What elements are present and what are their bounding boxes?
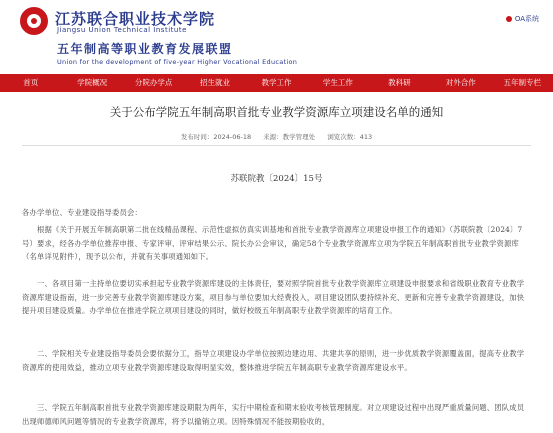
institute-logo[interactable] [20,7,48,35]
institute-name: 江苏联合职业技术学院 [55,10,216,28]
publish-date: 发布时间：2024-06-18 [180,133,252,141]
article-paragraph: 一、各项目第一主持单位要切实承担起专业教学资源库建设的主体责任，要对照学院首批专业教学资源库立项建设申报要求和省级职业教育专业教学资源库建设指南，进一步完善专业教学资源库建设方案，项目参与单位要加大经费投入，项目建设团队要持续补充、更新和完善专业教学资源建设，加快提升项目建设质量。办学单位在推进学院立项项目建设的同时，做好校级五年制高职专业教学资源库的培育工作。 [22,279,525,315]
document-number: 苏联院教〔2024〕15号 [230,174,323,184]
nav-item-overview[interactable]: 学院概况 [77,78,108,87]
divider [22,145,531,146]
nav-item-admissions[interactable]: 招生就业 [200,78,231,87]
site-header [0,0,553,74]
league-name: 五年制高等职业教育发展联盟 [57,42,233,56]
main-nav [0,74,553,92]
article-paragraph: 根据《关于开展五年制高职第二批在线精品课程、示范性虚拟仿真实训基地和首批专业教学资源库立项建设申报工作的通知》（苏联院教〔2024〕7号）要求，经各办学单位推荐申报、专家评审、评审结果公示、院长办公会审议，确定58个专业教学资源库立项为学院五年制高职首批专业教学资源库（名单详见附件），现予以公布，并就有关事项通知如下。 [22,225,523,261]
article-paragraph: 二、学院相关专业建设指导委员会要依据分工，指导立项建设办学单位按照边建边用、共建共享的原则，进一步优质教学资源覆盖面，提高专业教学资源库的使用效益，推动立项专业教学资源库建设取得明显实效，整体推进学院五年制高职专业教学资源库建设水平。 [22,349,525,372]
nav-item-teaching[interactable]: 教学工作 [261,78,292,87]
oa-icon [506,16,512,22]
article-title: 关于公布学院五年制高职首批专业教学资源库立项建设名单的通知 [109,105,444,119]
nav-item-branches[interactable]: 分院办学点 [134,78,173,87]
article-paragraph: 三、学院五年制高职首批专业教学资源库建设期限为两年，实行中期检查和期末验收考核管理制度。对立项建设过程中出现严重质量问题、团队成员出现师德师风问题等情况的专业教学资源库，将予以撤销立项。因特殊情况不能按期验收的， [22,403,525,426]
nav-item-students[interactable]: 学生工作 [322,78,353,87]
nav-item-research[interactable]: 教科研 [388,78,411,87]
league-name-en: Union for the development of five-year Higher Vocational Education [57,58,298,66]
nav-item-home[interactable]: 首页 [23,78,39,87]
oa-system-link[interactable]: OA系统 [506,14,539,24]
nav-item-cooperation[interactable]: 对外合作 [445,78,476,87]
view-count: 浏览次数：413 [327,133,373,141]
institute-name-en: Jiangsu Union Technical Institute [57,26,187,34]
salutation: 各办学单位、专业建设指导委员会： [22,208,142,217]
article-meta [0,132,553,141]
nav-item-five-year[interactable]: 五年制专栏 [503,78,541,87]
article-author: 来源：教学管理处 [263,133,316,141]
